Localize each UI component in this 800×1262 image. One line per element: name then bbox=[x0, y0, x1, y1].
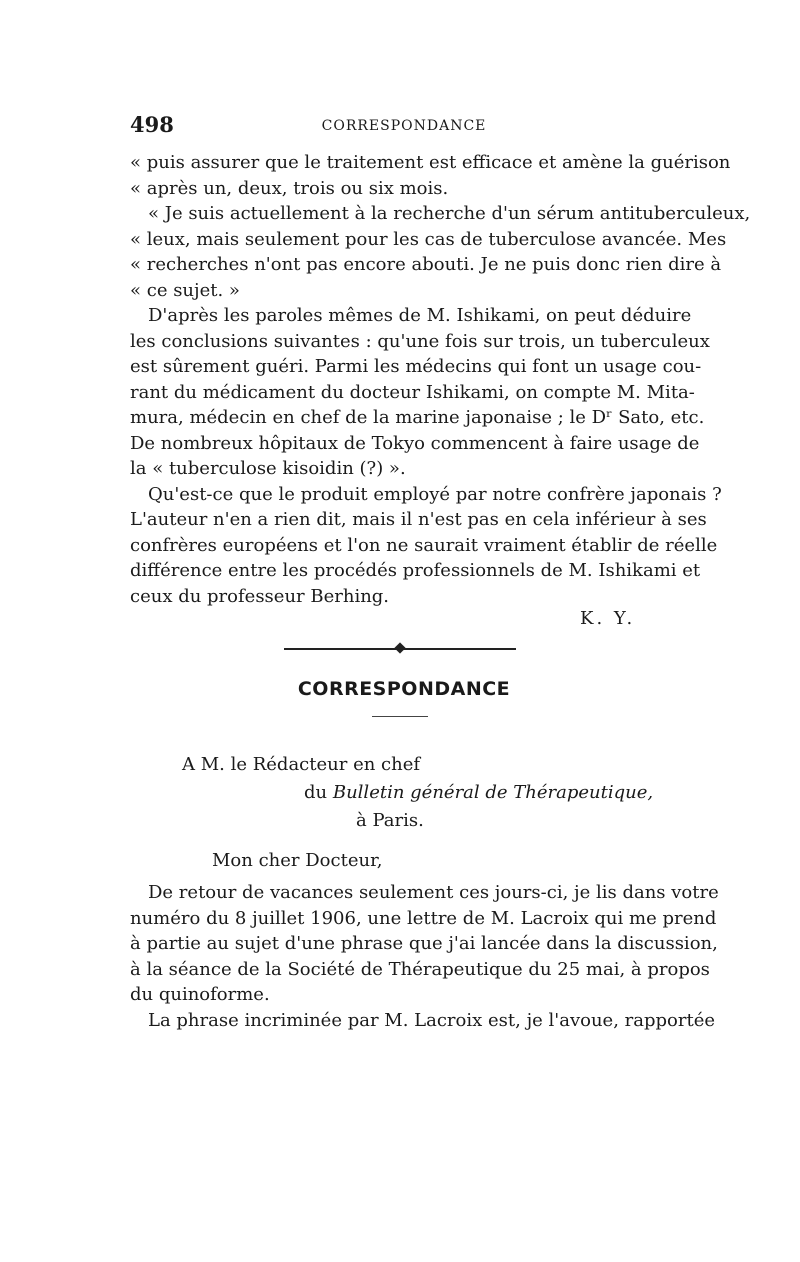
salutation: Mon cher Docteur, bbox=[212, 850, 383, 871]
text-line: du quinoforme. bbox=[130, 984, 270, 1005]
running-title: CORRESPONDANCE bbox=[321, 118, 487, 134]
heading-underline bbox=[372, 716, 428, 717]
running-header bbox=[130, 112, 678, 142]
diamond-ornament-icon bbox=[394, 642, 405, 653]
text-line: « ce sujet. » bbox=[130, 279, 240, 301]
journal-title: Bulletin général de Thérapeutique, bbox=[332, 782, 654, 803]
text-line: De retour de vacances seulement ces jours-ci, je lis dans votre bbox=[148, 882, 719, 903]
text-line: ceux du professeur Berhing. bbox=[130, 585, 390, 607]
page-number: 498 bbox=[130, 112, 174, 137]
text-line: « puis assurer que le traitement est efficace et amène la guérison bbox=[130, 152, 731, 173]
text-line: D'après les paroles mêmes de M. Ishikami, on peut déduire bbox=[148, 305, 692, 326]
text-line: confrères européens et l'on ne saurait vraiment établir de réelle bbox=[130, 534, 718, 556]
text-line: est sûrement guéri. Parmi les médecins qui font un usage cou- bbox=[130, 356, 702, 377]
article-text bbox=[130, 150, 751, 609]
text-line: Qu'est-ce que le produit employé par notre confrère japonais ? bbox=[148, 483, 722, 505]
address-prefix: du bbox=[304, 782, 328, 803]
section-heading: CORRESPONDANCE bbox=[297, 678, 511, 700]
text-line: La phrase incriminée par M. Lacroix est, je l'avoue, rapportée bbox=[148, 1009, 716, 1031]
text-line: De nombreux hôpitaux de Tokyo commencent à faire usage de bbox=[130, 432, 700, 454]
signature: K. Y. bbox=[580, 608, 636, 629]
text-line: la « tuberculose kisoidin (?) ». bbox=[130, 458, 406, 479]
address-line-2 bbox=[304, 780, 653, 805]
address-line-1: A M. le Rédacteur en chef bbox=[182, 754, 421, 775]
text-line: L'auteur n'en a rien dit, mais il n'est pas en cela inférieur à ses bbox=[130, 509, 707, 530]
text-line: « leux, mais seulement pour les cas de tuberculose avancée. Mes bbox=[130, 228, 727, 250]
address-line-3: à Paris. bbox=[356, 810, 424, 831]
text-line: différence entre les procédés professionnels de M. Ishikami et bbox=[130, 560, 701, 581]
letter-text bbox=[130, 880, 719, 1033]
text-line: mura, médecin en chef de la marine japonaise ; le Dʳ Sato, etc. bbox=[130, 407, 705, 428]
text-line: à la séance de la Société de Thérapeutique du 25 mai, à propos bbox=[130, 958, 710, 980]
text-line: rant du médicament du docteur Ishikami, on compte M. Mita- bbox=[130, 381, 695, 403]
text-line: les conclusions suivantes : qu'une fois sur trois, un tuberculeux bbox=[130, 330, 710, 352]
text-line: numéro du 8 juillet 1906, une lettre de M. Lacroix qui me prend bbox=[130, 907, 717, 929]
text-line: à partie au sujet d'une phrase que j'ai lancée dans la discussion, bbox=[130, 933, 718, 954]
text-line: « après un, deux, trois ou six mois. bbox=[130, 177, 449, 199]
text-line: « Je suis actuellement à la recherche d'un sérum antituberculeux, bbox=[148, 203, 751, 224]
text-line: « recherches n'ont pas encore abouti. Je ne puis donc rien dire à bbox=[130, 254, 722, 275]
